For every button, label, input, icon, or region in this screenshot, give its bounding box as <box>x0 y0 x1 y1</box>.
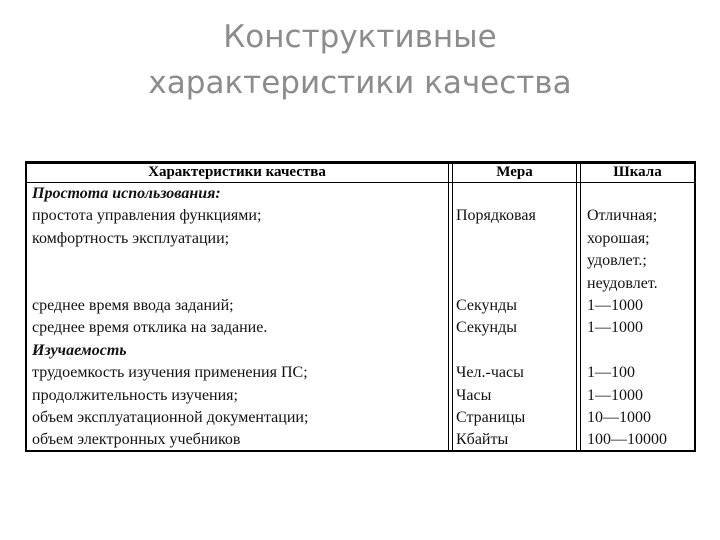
column-divider <box>452 161 453 452</box>
column-header-measure: Мера <box>496 164 533 180</box>
table-cell: трудоемкость изучения применения ПС; <box>32 364 308 382</box>
table-cell: Порядковая <box>456 207 536 225</box>
table-cell: хорошая; <box>587 229 650 247</box>
table-cell <box>456 250 536 272</box>
table-cell: удовлет.; <box>587 252 647 270</box>
table-cell: 1—100 <box>587 364 635 382</box>
slide-title <box>0 14 720 106</box>
table-cell: 1—1000 <box>587 319 643 337</box>
table-border-left <box>25 161 27 452</box>
table-cell: 10—1000 <box>587 408 651 426</box>
table-border-right <box>694 161 696 452</box>
table-cell: 100—10000 <box>587 431 667 449</box>
column-header-characteristic: Характеристики качества <box>148 164 326 180</box>
scale-column <box>587 183 667 452</box>
table-cell-spacer <box>456 340 536 362</box>
table-cell-spacer <box>587 340 667 362</box>
table-cell: Секунды <box>456 319 517 337</box>
section-heading: Изучаемость <box>32 341 127 359</box>
table-cell: среднее время ввода заданий; <box>32 296 234 314</box>
table-cell: комфортность эксплуатации; <box>32 229 230 247</box>
table-cell-spacer <box>587 183 667 205</box>
table-cell: простота управления функциями; <box>32 207 262 225</box>
slide-title-line-1: Конструктивные <box>223 19 497 55</box>
column-header-scale: Шкала <box>613 164 662 180</box>
table-cell: Секунды <box>456 296 517 314</box>
table-cell <box>32 273 308 295</box>
characteristics-column <box>32 183 308 452</box>
table-cell: Часы <box>456 386 492 404</box>
table-cell-spacer <box>456 183 536 205</box>
table-cell <box>456 228 536 250</box>
section-heading: Простота использования: <box>32 185 221 202</box>
column-divider <box>576 161 577 452</box>
table-cell <box>32 250 308 272</box>
table-cell: Отличная; <box>587 207 658 225</box>
table-cell: Чел.-часы <box>456 364 524 382</box>
table-cell: 1—1000 <box>587 386 643 404</box>
table-cell: 1—1000 <box>587 296 643 314</box>
table-cell <box>456 273 536 295</box>
column-divider <box>448 161 449 452</box>
table-cell: объем электронных учебников <box>32 431 241 449</box>
table-cell: объем эксплуатационной документации; <box>32 408 309 426</box>
column-divider <box>580 161 581 452</box>
table-cell: Страницы <box>456 408 526 426</box>
table-cell: продолжительность изучения; <box>32 386 238 404</box>
slide-title-line-2: характеристики качества <box>148 65 572 101</box>
table-cell: Кбайты <box>456 431 509 449</box>
measure-column <box>456 183 536 452</box>
table-cell: неудовлет. <box>587 274 658 292</box>
table-cell: среднее время отклика на задание. <box>32 319 268 337</box>
